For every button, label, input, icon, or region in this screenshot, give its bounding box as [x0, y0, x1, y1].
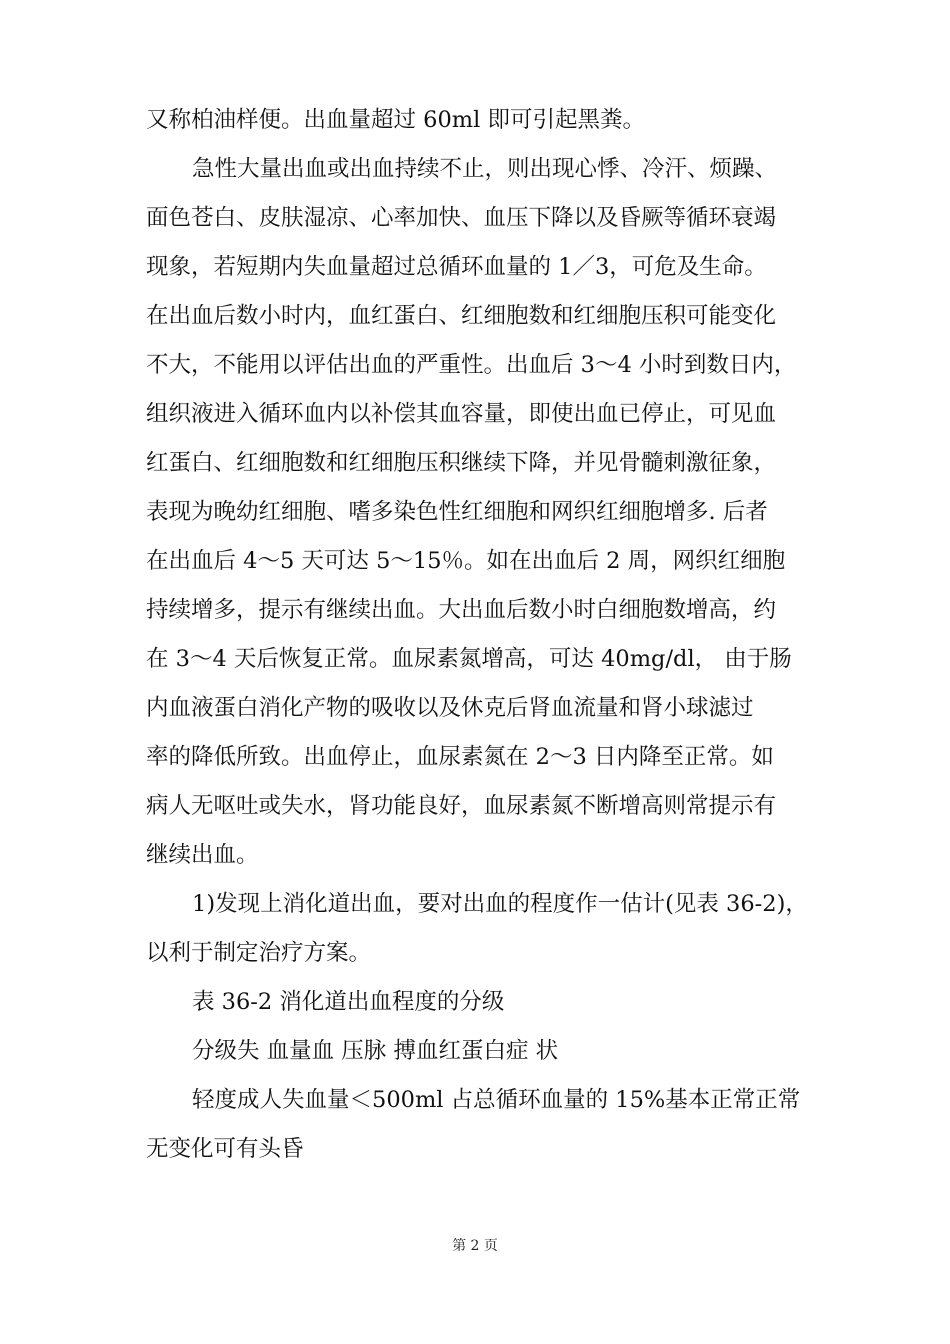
text-line: 继续出血。: [146, 842, 259, 868]
text-line: 不大，不能用以评估出血的严重性。出血后 3～4 小时到数日内，: [146, 352, 797, 378]
text-line: 在 3～4 天后恢复正常。血尿素氮增高，可达 40mg/dl， 由于肠: [146, 646, 792, 672]
text-line: 内血液蛋白消化产物的吸收以及休克后肾血流量和肾小球滤过: [146, 695, 754, 721]
text-line: 分级失 血量血 压脉 搏血红蛋白症 状: [192, 1038, 559, 1064]
text-line: 面色苍白、皮肤湿凉、心率加快、血压下降以及昏厥等循环衰竭: [146, 205, 777, 231]
text-line: 持续增多，提示有继续出血。大出血后数小时白细胞数增高，约: [146, 597, 777, 623]
text-line: 轻度成人失血量＜500ml 占总循环血量的 15%基本正常正常: [192, 1087, 801, 1113]
text-line: 表 36-2 消化道出血程度的分级: [192, 989, 505, 1015]
body-text: [146, 96, 826, 1174]
text-line: 率的降低所致。出血停止，血尿素氮在 2～3 日内降至正常。如: [146, 744, 774, 770]
text-line: 现象，若短期内失血量超过总循环血量的 1／3，可危及生命。: [146, 254, 767, 280]
text-line: 病人无呕吐或失水，肾功能良好，血尿素氮不断增高则常提示有: [146, 793, 777, 819]
text-line: 1)发现上消化道出血，要对出血的程度作一估计(见表 36-2)，: [192, 891, 808, 917]
text-line: 表现为晚幼红细胞、嗜多染色性红细胞和网织红细胞增多. 后者: [146, 499, 768, 525]
text-line: 又称柏油样便。出血量超过 60ml 即可引起黑粪。: [146, 107, 645, 133]
text-line: 在出血后数小时内，血红蛋白、红细胞数和红细胞压积可能变化: [146, 303, 777, 329]
page-number: 第 2 页: [452, 1238, 498, 1254]
text-line: 红蛋白、红细胞数和红细胞压积继续下降，并见骨髓刺激征象，: [146, 450, 777, 476]
text-line: 无变化可有头昏: [146, 1136, 304, 1162]
text-line: 在出血后 4～5 天可达 5～15％。如在出血后 2 周，网织红细胞: [146, 548, 786, 574]
text-line: 以利于制定治疗方案。: [146, 940, 372, 966]
text-line: 急性大量出血或出血持续不止，则出现心悸、冷汗、烦躁、: [192, 156, 778, 182]
text-line: 组织液进入循环血内以补偿其血容量，即使出血已停止，可见血: [146, 401, 777, 427]
